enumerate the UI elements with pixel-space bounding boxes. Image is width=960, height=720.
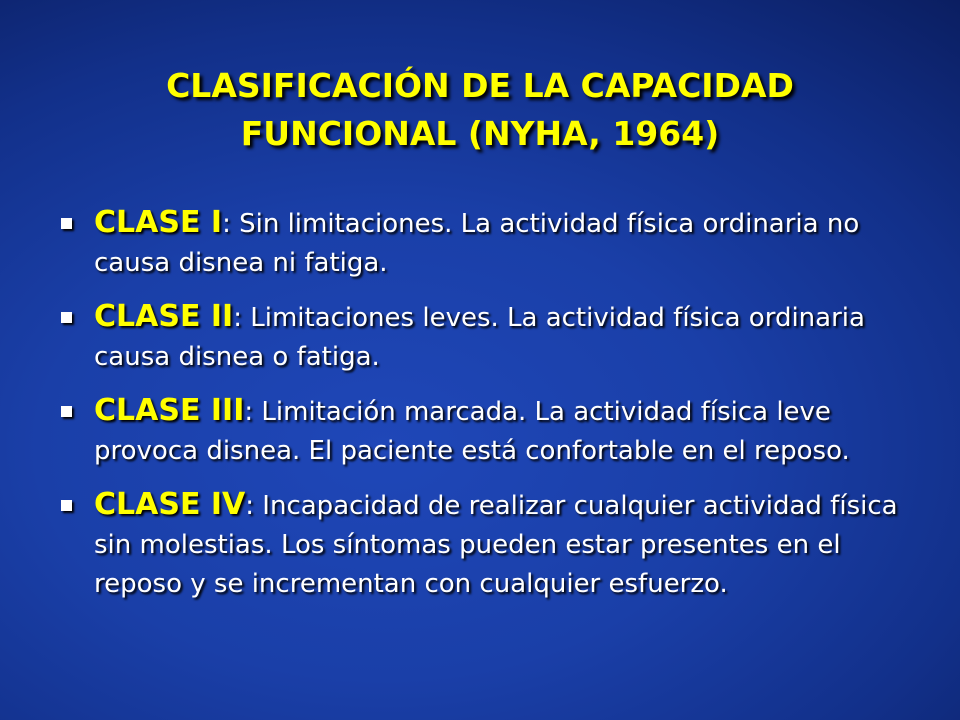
item-separator: :: [233, 303, 242, 333]
list-item-clase-iii: [60, 391, 920, 471]
item-label: CLASE IV: [94, 487, 246, 522]
slide-title: [60, 62, 900, 158]
list-item-clase-iv: [60, 485, 920, 604]
item-label: CLASE II: [94, 299, 234, 334]
square-bullet-icon: [61, 218, 72, 229]
class-list: [60, 203, 920, 618]
title-line-2: FUNCIONAL (NYHA, 1964): [240, 114, 720, 153]
item-separator: :: [244, 397, 254, 427]
item-description: Limitación marcada. La actividad física leve provoca disnea. El paciente está confortable en el reposo.: [94, 397, 850, 466]
square-bullet-icon: [61, 406, 72, 417]
item-separator: :: [222, 209, 231, 239]
item-description: Incapacidad de realizar cualquier actividad física sin molestias. Los síntomas pueden estar presentes en el reposo y se incrementan con cualquier esfuerzo.: [94, 491, 898, 599]
square-bullet-icon: [61, 312, 72, 323]
item-description: Limitaciones leves. La actividad física ordinaria causa disnea o fatiga.: [94, 303, 865, 372]
item-description: Sin limitaciones. La actividad física ordinaria no causa disnea ni fatiga.: [94, 209, 860, 278]
list-item-clase-i: [60, 203, 920, 283]
square-bullet-icon: [61, 500, 72, 511]
item-label: CLASE I: [94, 205, 223, 240]
item-label: CLASE III: [94, 393, 245, 428]
item-separator: :: [245, 491, 255, 521]
title-line-1: CLASIFICACIÓN DE LA CAPACIDAD: [166, 66, 794, 105]
list-item-clase-ii: [60, 297, 920, 377]
